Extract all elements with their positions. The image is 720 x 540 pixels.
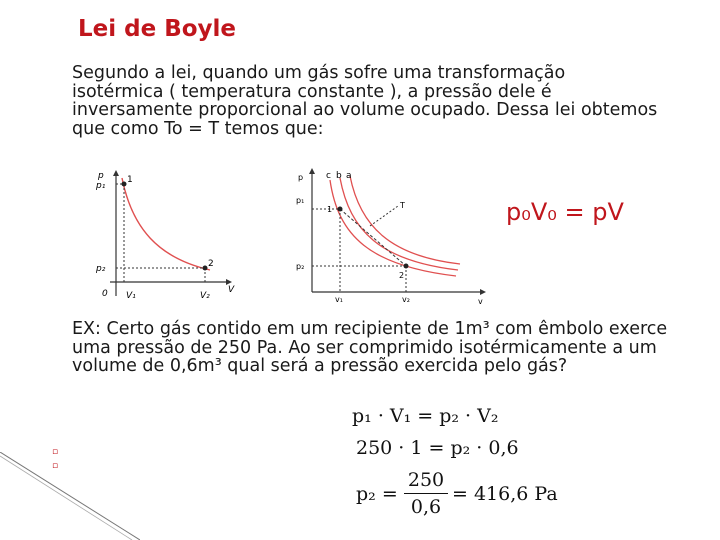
g2-point-2 [404,264,409,269]
fraction-numerator: 250 [407,469,445,491]
g2-point-label-t: T [400,201,405,210]
exercise-label: EX: [72,319,101,339]
g2-path-line [340,209,406,266]
g2-y-label-p2: p₂ [296,262,305,271]
g1-point-1 [122,182,127,187]
g2-point-1 [338,207,343,212]
g2-isotherm-a [350,176,460,264]
g1-point-label-2: 2 [208,259,214,269]
bullet-1: ▫ [52,447,59,457]
g1-y-label-p1: p₁ [96,181,106,191]
g1-x-label-v1: V₁ [126,291,136,301]
boyle-graph-2 [290,166,490,306]
boyle-graph-1 [88,168,248,308]
solution-line-3-rhs: = 416,6 Pa [452,483,558,505]
g2-x-label-v: v [478,297,483,306]
g1-y-label-p: p [98,171,104,181]
g2-y-label-p: p [298,173,304,182]
g2-isotherm-b [340,178,458,270]
g2-curve-label-b: b [336,171,342,181]
solution-line-3-lhs: p₂ = [356,483,398,505]
g1-isotherm-curve [122,178,210,270]
bullet-2: ▫ [52,461,59,471]
g2-curve-label-a: a [346,171,352,181]
solution-fraction [404,469,448,518]
g1-point-label-1: 1 [127,175,133,185]
g1-x-label-v2: V₂ [200,291,210,301]
g2-isotherm-c [330,180,456,276]
g2-curve-label-c: c [326,171,331,181]
g2-y-label-p1: p₁ [296,196,305,205]
g2-point-label-1: 1 [327,205,333,214]
solution-line-2: 250 · 1 = p₂ · 0,6 [356,437,519,459]
g2-x-label-v2: v₂ [402,295,410,304]
g2-point-label-2: 2 [399,271,405,280]
boyle-equation: p₀V₀ = pV [506,198,624,226]
fraction-denominator: 0,6 [410,496,442,518]
corner-decoration [0,452,140,540]
g1-y-label-p2: p₂ [96,264,106,274]
intro-paragraph: Segundo a lei, quando um gás sofre uma transformação isotérmica ( temperatura constante ), a pressão dele é inversamente proporcional ao volume ocupado. Dessa lei obtemos que como To = T temos que: [72,63,658,139]
g1-point-2 [203,266,208,271]
exercise-paragraph [72,320,672,376]
g2-x-label-v1: v₁ [335,295,343,304]
slide-title: Lei de Boyle [78,16,237,42]
exercise-text: Certo gás contido em um recipiente de 1m³ com êmbolo exerce uma pressão de 250 Pa. Ao ser comprimido isotérmicamente a um volume de 0,6m³ qual será a pressão exercida pelo gás? [72,319,668,376]
g1-x-label-v: V [228,285,235,295]
g1-origin-label: 0 [102,289,108,299]
solution-line-1: p₁ · V₁ = p₂ · V₂ [352,405,499,427]
